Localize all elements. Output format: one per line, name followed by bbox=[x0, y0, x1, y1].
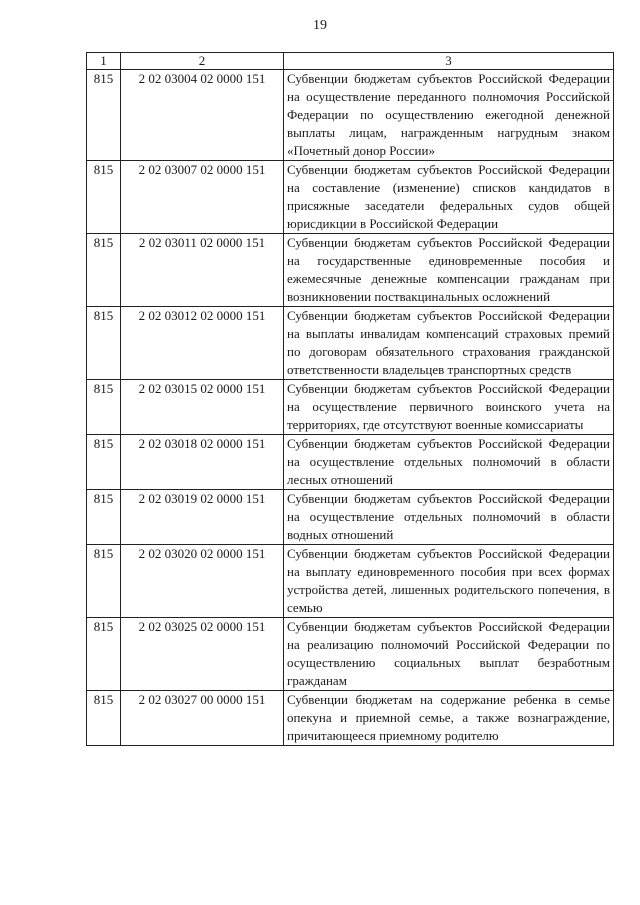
budget-code-cell: 2 02 03027 00 0000 151 bbox=[121, 691, 284, 746]
budget-code-cell: 2 02 03011 02 0000 151 bbox=[121, 234, 284, 307]
budget-code-cell: 2 02 03015 02 0000 151 bbox=[121, 380, 284, 435]
table-row bbox=[87, 490, 614, 545]
admin-code-cell: 815 bbox=[87, 490, 121, 545]
budget-code-cell: 2 02 03012 02 0000 151 bbox=[121, 307, 284, 380]
admin-code-cell: 815 bbox=[87, 380, 121, 435]
table-row bbox=[87, 380, 614, 435]
budget-code-cell: 2 02 03004 02 0000 151 bbox=[121, 70, 284, 161]
header-col-1: 1 bbox=[87, 53, 121, 70]
admin-code-cell: 815 bbox=[87, 70, 121, 161]
table-row bbox=[87, 435, 614, 490]
table-row bbox=[87, 234, 614, 307]
budget-code-cell: 2 02 03025 02 0000 151 bbox=[121, 618, 284, 691]
header-col-3: 3 bbox=[284, 53, 614, 70]
description-cell: Субвенции бюджетам субъектов Российской Федерации на государственные единовременные пособия и ежемесячные денежные компенсации гражданам при возникновении поствакцинальных осложнений bbox=[284, 234, 614, 307]
budget-code-cell: 2 02 03019 02 0000 151 bbox=[121, 490, 284, 545]
description-cell: Субвенции бюджетам субъектов Российской Федерации на осуществление отдельных полномочий в области водных отношений bbox=[284, 490, 614, 545]
header-col-2: 2 bbox=[121, 53, 284, 70]
admin-code-cell: 815 bbox=[87, 618, 121, 691]
admin-code-cell: 815 bbox=[87, 691, 121, 746]
admin-code-cell: 815 bbox=[87, 307, 121, 380]
budget-code-cell: 2 02 03020 02 0000 151 bbox=[121, 545, 284, 618]
description-cell: Субвенции бюджетам субъектов Российской Федерации на реализацию полномочий Российской Федерации по осуществлению социальных выплат безработным гражданам bbox=[284, 618, 614, 691]
table-row bbox=[87, 618, 614, 691]
admin-code-cell: 815 bbox=[87, 435, 121, 490]
table-row bbox=[87, 70, 614, 161]
admin-code-cell: 815 bbox=[87, 161, 121, 234]
description-cell: Субвенции бюджетам на содержание ребенка в семье опекуна и приемной семье, а также вознаграждение, причитающееся приемному родителю bbox=[284, 691, 614, 746]
page-number: 19 bbox=[313, 18, 327, 33]
budget-code-cell: 2 02 03018 02 0000 151 bbox=[121, 435, 284, 490]
description-cell: Субвенции бюджетам субъектов Российской Федерации на составление (изменение) списков кандидатов в присяжные заседатели федеральных судов общей юрисдикции в Российской Федерации bbox=[284, 161, 614, 234]
description-cell: Субвенции бюджетам субъектов Российской Федерации на выплаты инвалидам компенсаций страховых премий по договорам обязательного страхования гражданской ответственности владельцев транспортных средств bbox=[284, 307, 614, 380]
table-row bbox=[87, 161, 614, 234]
description-cell: Субвенции бюджетам субъектов Российской Федерации на осуществление отдельных полномочий в области лесных отношений bbox=[284, 435, 614, 490]
description-cell: Субвенции бюджетам субъектов Российской Федерации на осуществление первичного воинского учета на территориях, где отсутствуют военные комиссариаты bbox=[284, 380, 614, 435]
description-cell: Субвенции бюджетам субъектов Российской Федерации на осуществление переданного полномочия Российской Федерации по осуществлению ежегодной денежной выплаты лицам, награжденным нагрудным знаком «Почетный донор России» bbox=[284, 70, 614, 161]
budget-codes-table bbox=[86, 52, 614, 746]
budget-code-cell: 2 02 03007 02 0000 151 bbox=[121, 161, 284, 234]
table-row bbox=[87, 691, 614, 746]
table-header-row bbox=[87, 53, 614, 70]
admin-code-cell: 815 bbox=[87, 545, 121, 618]
description-cell: Субвенции бюджетам субъектов Российской Федерации на выплату единовременного пособия при всех формах устройства детей, лишенных родительского попечения, в семью bbox=[284, 545, 614, 618]
table-row bbox=[87, 307, 614, 380]
table-row bbox=[87, 545, 614, 618]
admin-code-cell: 815 bbox=[87, 234, 121, 307]
